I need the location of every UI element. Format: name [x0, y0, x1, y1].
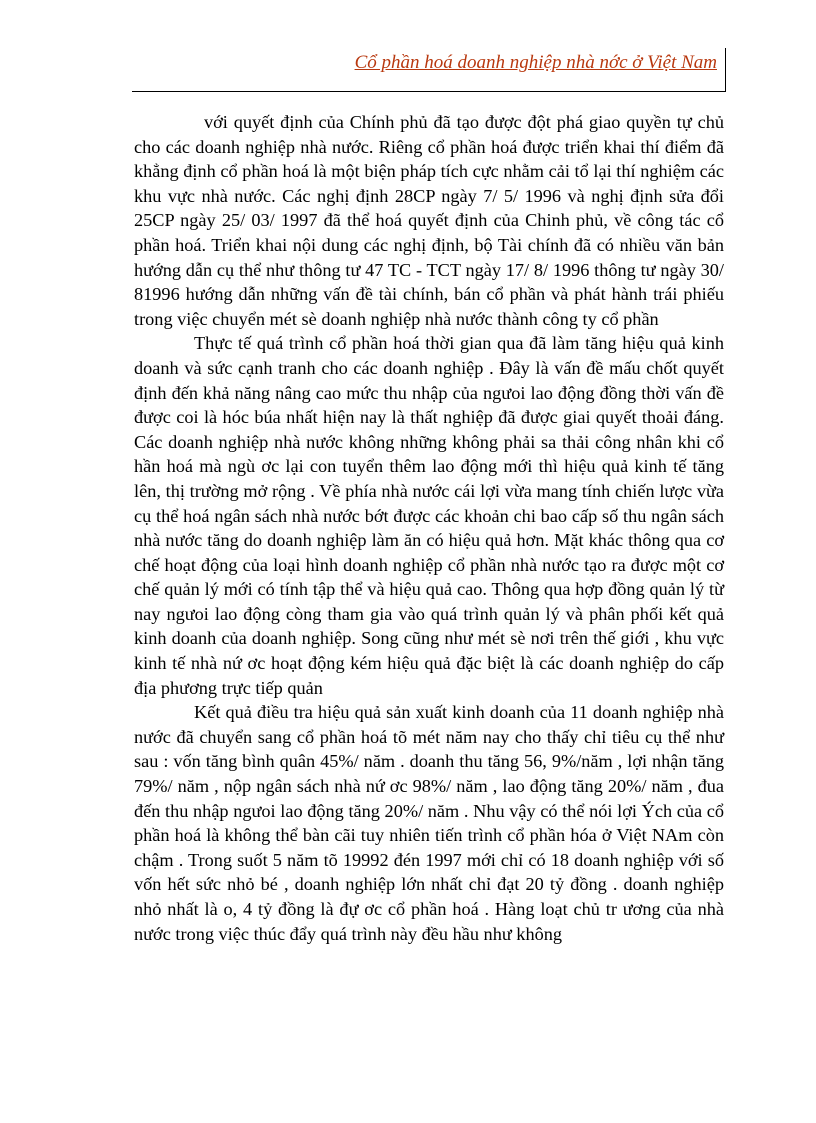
paragraph-2: Thực tế quá trình cổ phần hoá thời gian qua đã làm tăng hiệu quả kinh doanh và sức cạnh tranh cho các doanh nghiệp . Đây là vấn đề mấu chốt quyết định đến khả năng nâng cao mức thu nhập của ngưoi lao động đồng thời vấn đề được coi là hóc búa nhất hiện nay là thất nghiệp đã được giai quyết thoải đáng. Các doanh nghiệp nhà nước không những không phải sa thải công nhân khi cổ hần hoá mà ngù ơc lại con tuyển thêm lao động mới thì hiệu quả kinh tế tăng lên, thị trường mở rộng . Về phía nhà nước cái lợi vừa mang tính chiến lược vừa cụ thể hoá ngân sách nhà nước bớt được các khoản chi bao cấp số thu ngân sách nhà nước tăng do doanh nghiệp làm ăn có hiệu quả hơn. Mặt khác thông qua cơ chế hoạt động của loại hình doanh nghiệp cổ phần nhà nước tạo ra được một cơ chế quản lý mới có tính tập thể và hiệu quả cao. Thông qua hợp đồng quản lý từ nay ngưoi lao động còng tham gia vào quá trình quản lý và phân phối kết quả kinh doanh của doanh nghiệp. Song cũng như mét sè nơi trên thế giới , khu vực kinh tế nhà nứ ơc hoạt động kém hiệu quả đặc biệt là các doanh nghiệp do cấp địa phương trực tiếp quản: [134, 333, 724, 698]
document-body: [134, 110, 724, 946]
page-header: [132, 48, 726, 92]
paragraph-1: với quyết định của Chính phủ đã tạo được đột phá giao quyền tự chủ cho các doanh nghiệp nhà nước. Riêng cổ phần hoá được triển khai thí điểm đã khẳng định cổ phần hoá là một biện pháp tích cực nhằm cải tổ lại thí nghiệm các khu vực nhà nước. Các nghị định 28CP ngày 7/ 5/ 1996 và nghị định sửa đổi 25CP ngày 25/ 03/ 1997 đã thể hoá quyết định của Chinh phủ, về công tác cổ phần hoá. Triển khai nội dung các nghị định, bộ Tài chính đã có nhiều văn bản hướng dẫn cụ thể như thông tư 47 TC - TCT ngày 17/ 8/ 1996 thông tư ngày 30/ 81996 hướng dẫn những vấn đề tài chính, bán cổ phần và phát hành trái phiếu trong việc chuyển mét sè doanh nghiệp nhà nước thành công ty cổ phần: [134, 112, 724, 329]
header-title: Cổ phần hoá doanh nghiệp nhà nớc ở Việt Nam: [354, 52, 717, 73]
paragraph-3: Kết quả điều tra hiệu quả sản xuất kinh doanh của 11 doanh nghiệp nhà nước đã chuyển sang cổ phần hoá tõ mét năm nay cho thấy chỉ tiêu cụ thể như sau : vốn tăng bình quân 45%/ năm . doanh thu tăng 56, 9%/năm , lợi nhận tăng 79%/ năm , nộp ngân sách nhà nứ ơc 98%/ năm , lao động tăng 20%/ năm , đua đến thu nhập ngưoi lao động tăng 20%/ năm . Nhu vậy có thể nói lợi Ých của cổ phần hoá là không thể bàn cãi tuy nhiên tiến trình cổ phần hóa ở Việt NAm còn chậm . Trong suốt 5 năm tõ 19992 đén 1997 mới chỉ có 18 doanh nghiệp với số vốn hết sức nhỏ bé , doanh nghiệp lớn nhất chỉ đạt 20 tỷ đồng . doanh nghiệp nhỏ nhất là o, 4 tỷ đồng là đự ơc cổ phần hoá . Hàng loạt chủ tr ương của nhà nước trong việc thúc đẩy quá trình này đều hầu như không: [134, 702, 724, 944]
